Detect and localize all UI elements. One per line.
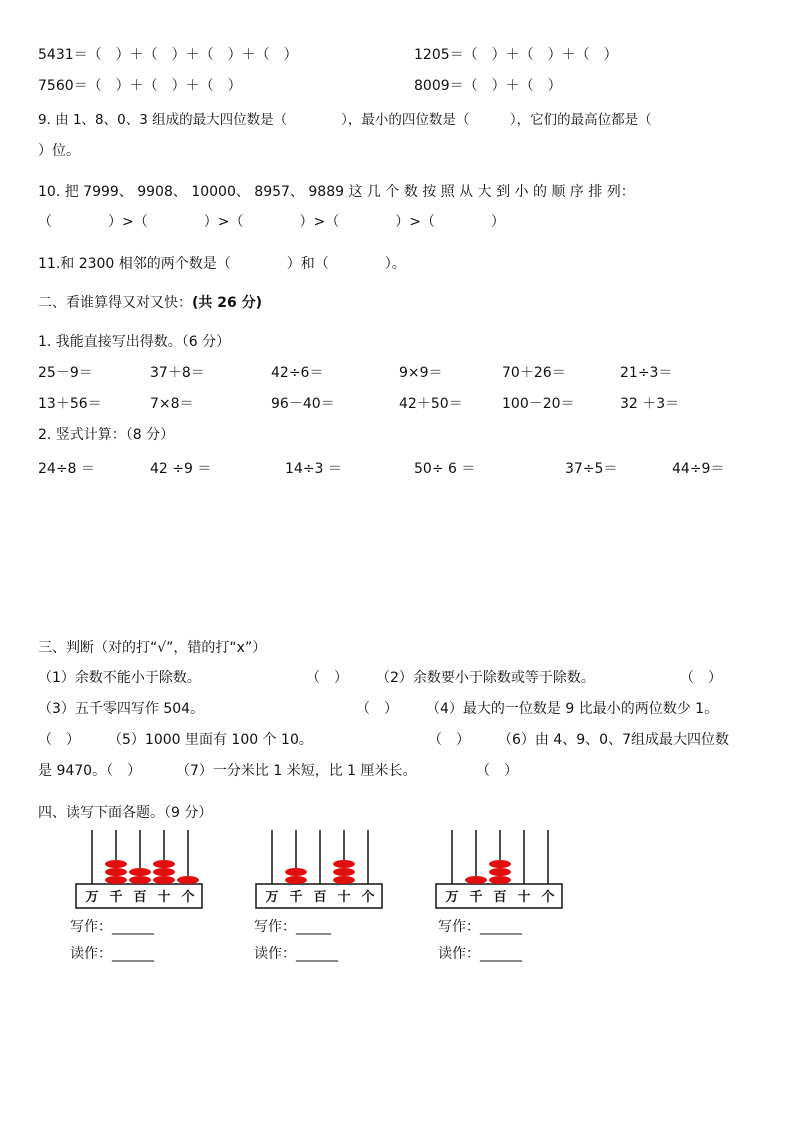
abacus-bead	[333, 876, 355, 884]
abacus-bead	[285, 868, 307, 876]
abacus-2	[254, 828, 384, 910]
oral-calc-7: 13＋56＝	[38, 396, 102, 412]
place-label: 个	[181, 890, 195, 905]
abacus-bead	[129, 868, 151, 876]
section-2-heading: 二、看谁算得又对又快：	[38, 295, 192, 311]
question-11: 11.和 2300 相邻的两个数是（ ）和（ ）。	[38, 256, 406, 272]
read-row-2	[254, 943, 338, 963]
place-label: 千	[289, 890, 303, 905]
read-label: 读作：	[70, 946, 112, 962]
judge-3-blank: （ ）	[356, 701, 398, 717]
write-blank: ______	[480, 919, 522, 935]
oral-calc-8: 7×8＝	[150, 396, 194, 412]
read-label: 读作：	[254, 946, 296, 962]
abacus-bead	[285, 876, 307, 884]
judge-6-cont: 是 9470。（ ）	[38, 763, 142, 779]
oral-calc-2: 37＋8＝	[150, 365, 205, 381]
write-label: 写作：	[254, 919, 296, 935]
decompose-1205: 1205＝（ ）＋（ ）＋（ ）	[414, 47, 618, 63]
oral-calc-12: 32 ＋3＝	[620, 396, 680, 412]
judge-3: （3）五千零四写作 504。	[38, 701, 205, 717]
read-label: 读作：	[438, 946, 480, 962]
part-2-title: 2. 竖式计算：（8 分）	[38, 427, 175, 443]
abacus-bead	[105, 876, 127, 884]
place-label: 百	[493, 890, 507, 905]
write-blank: ______	[112, 919, 154, 935]
part-1-title: 1. 我能直接写出得数。（6 分）	[38, 334, 231, 350]
oral-calc-4: 9×9＝	[399, 365, 443, 381]
abacus-bead	[153, 868, 175, 876]
judge-1-blank: （ ）	[306, 670, 348, 686]
abacus-bead	[333, 860, 355, 868]
abacus-bead	[177, 876, 199, 884]
section-2-title	[38, 294, 262, 312]
write-label: 写作：	[70, 919, 112, 935]
abacus-bead	[465, 876, 487, 884]
read-blank: ______	[296, 946, 338, 962]
vertical-calc-2: 42 ÷9 ＝	[150, 461, 212, 477]
write-row-1	[70, 916, 154, 936]
abacus-bead	[105, 868, 127, 876]
oral-calc-11: 100－20＝	[502, 396, 575, 412]
abacus-bead	[489, 868, 511, 876]
abacus-bead	[153, 876, 175, 884]
oral-calc-6: 21÷3＝	[620, 365, 673, 381]
write-label: 写作：	[438, 919, 480, 935]
section-3-title: 三、判断（对的打“√”，错的打“x”）	[38, 640, 267, 656]
place-label: 千	[469, 890, 483, 905]
judge-4: （4）最大的一位数是 9 比最小的两位数少 1。	[426, 701, 719, 717]
vertical-calc-3: 14÷3 ＝	[285, 461, 342, 477]
judge-1: （1）余数不能小于除数。	[38, 670, 201, 686]
write-row-2	[254, 916, 331, 936]
read-blank: ______	[480, 946, 522, 962]
abacus-bead	[105, 860, 127, 868]
abacus-bead	[153, 860, 175, 868]
read-row-1	[70, 943, 154, 963]
place-label: 百	[133, 890, 147, 905]
question-10: 10. 把 7999、 9908、 10000、 8957、 9889 这 几 个 数 按 照 从 大 到 小 的 顺 序 排 列：	[38, 184, 635, 200]
place-label: 万	[445, 890, 459, 905]
abacus-bead	[333, 868, 355, 876]
vertical-calc-5: 37÷5＝	[565, 461, 618, 477]
place-label: 个	[361, 890, 375, 905]
place-label: 个	[541, 890, 555, 905]
place-label: 百	[313, 890, 327, 905]
decompose-8009: 8009＝（ ）＋（ ）	[414, 78, 562, 94]
question-9: 9. 由 1、8、0、3 组成的最大四位数是（ ），最小的四位数是（ ），它们的最高位都是（	[38, 112, 652, 128]
oral-calc-10: 42＋50＝	[399, 396, 463, 412]
question-9-cont: ）位。	[38, 143, 80, 159]
judge-2: （2）余数要小于除数或等于除数。	[376, 670, 595, 686]
abacus-bead	[489, 860, 511, 868]
judge-4-blank: （ ）	[38, 732, 80, 748]
vertical-calc-6: 44÷9＝	[672, 461, 725, 477]
section-4-title: 四、读写下面各题。（9 分）	[38, 805, 213, 821]
place-label: 千	[109, 890, 123, 905]
place-label: 十	[337, 890, 351, 905]
question-10-blanks: （ ）>（ ）>（ ）>（ ）>（ ）	[38, 214, 505, 230]
oral-calc-1: 25－9＝	[38, 365, 93, 381]
judge-7: （7）一分米比 1 米短，比 1 厘米长。	[176, 763, 417, 779]
read-row-3	[438, 943, 522, 963]
abacus-bead	[129, 876, 151, 884]
decompose-7560: 7560＝（ ）＋（ ）＋（ ）	[38, 78, 242, 94]
judge-5-blank: （ ）	[428, 732, 470, 748]
vertical-calc-1: 24÷8 ＝	[38, 461, 95, 477]
abacus-bead	[489, 876, 511, 884]
judge-7-blank: （ ）	[476, 763, 518, 779]
vertical-calc-4: 50÷ 6 ＝	[414, 461, 476, 477]
section-2-score: (共 26 分)	[192, 295, 263, 311]
judge-5: （5）1000 里面有 100 个 10。	[108, 732, 313, 748]
abacus-3	[434, 828, 564, 910]
place-label: 万	[265, 890, 279, 905]
write-blank: _____	[296, 919, 331, 935]
place-label: 十	[157, 890, 171, 905]
place-label: 万	[85, 890, 99, 905]
judge-6: （6）由 4、9、0、7组成最大四位数	[498, 732, 729, 748]
oral-calc-3: 42÷6＝	[271, 365, 324, 381]
abacus-1	[74, 828, 204, 910]
oral-calc-5: 70＋26＝	[502, 365, 566, 381]
oral-calc-9: 96－40＝	[271, 396, 335, 412]
write-row-3	[438, 916, 522, 936]
place-label: 十	[517, 890, 531, 905]
read-blank: ______	[112, 946, 154, 962]
judge-2-blank: （ ）	[680, 670, 722, 686]
decompose-5431: 5431＝（ ）＋（ ）＋（ ）＋（ ）	[38, 47, 298, 63]
